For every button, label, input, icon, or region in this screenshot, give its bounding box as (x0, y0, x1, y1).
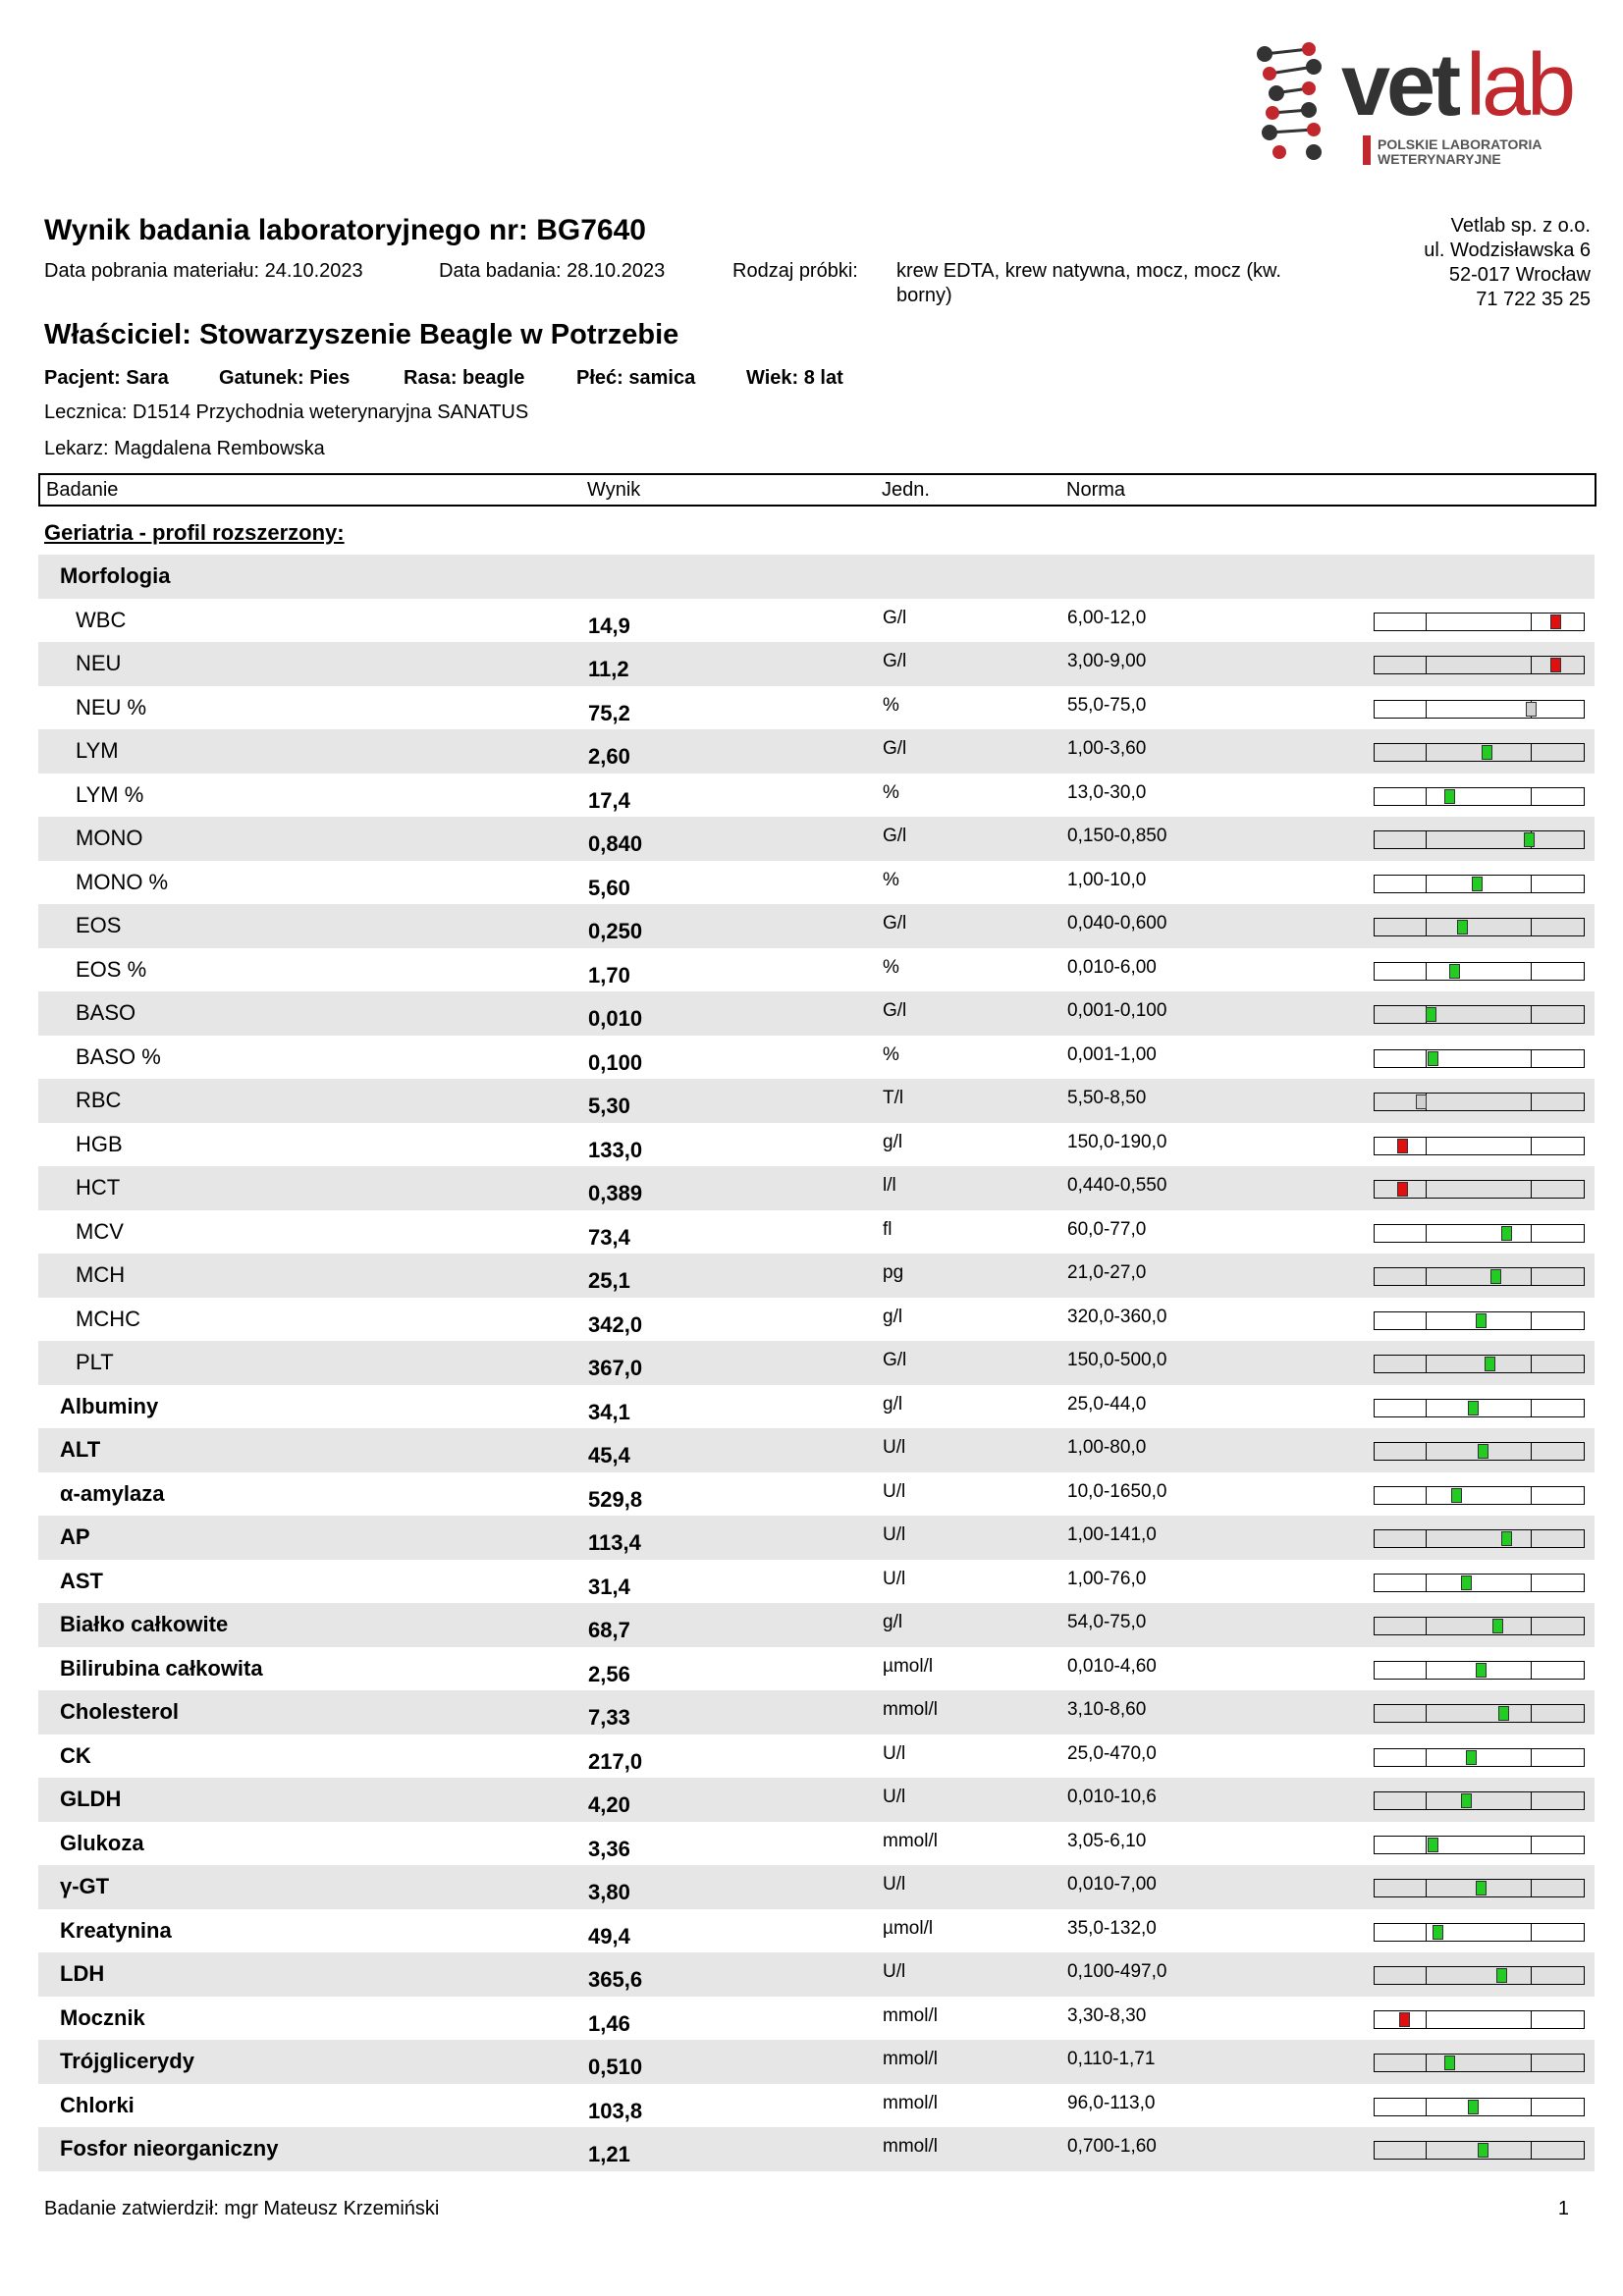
range-marker (1468, 1401, 1479, 1415)
result-value: 1,70 (588, 962, 630, 988)
reference-range: 3,00-9,00 (1067, 651, 1147, 671)
range-marker (1492, 1619, 1503, 1633)
reference-range: 0,010-4,60 (1067, 1655, 1157, 1677)
group-row (38, 555, 1595, 599)
result-unit: l/l (883, 1175, 896, 1196)
table-row (38, 861, 1595, 905)
result-unit: U/l (883, 1742, 906, 1764)
range-marker (1428, 1838, 1438, 1852)
company-city: 52-017 Wrocław (1448, 264, 1591, 286)
result-unit: U/l (883, 1568, 906, 1589)
range-bar (1374, 1355, 1585, 1373)
range-marker (1466, 1750, 1477, 1765)
range-marker (1498, 1706, 1509, 1721)
result-value: 2,56 (588, 1661, 630, 1686)
reference-range: 25,0-44,0 (1067, 1393, 1147, 1415)
range-marker (1526, 702, 1537, 717)
result-value: 0,389 (588, 1181, 643, 1205)
table-row (38, 1690, 1595, 1735)
range-bar (1374, 1574, 1585, 1592)
reference-range: 0,001-0,100 (1067, 1000, 1167, 1021)
table-row (38, 729, 1595, 774)
reference-range: 0,150-0,850 (1067, 826, 1167, 846)
table-row (38, 1341, 1595, 1385)
result-value: 133,0 (588, 1137, 643, 1162)
test-name: NEU % (76, 694, 147, 720)
reference-range: 320,0-360,0 (1067, 1306, 1167, 1327)
test-name: Morfologia (60, 563, 171, 588)
result-unit: % (883, 1043, 899, 1065)
range-bar (1374, 1617, 1585, 1635)
range-bar (1374, 1748, 1585, 1767)
patient-species: Gatunek: Pies (219, 367, 351, 389)
range-bar (1374, 1836, 1585, 1854)
test-name: CK (60, 1742, 91, 1768)
sample-type-label: Rodzaj próbki: (732, 260, 858, 282)
table-row (38, 1778, 1595, 1822)
range-marker (1524, 832, 1535, 847)
report-title: Wynik badania laboratoryjnego nr: BG7640 (44, 214, 646, 246)
reference-range: 1,00-3,60 (1067, 738, 1147, 759)
result-value: 7,33 (588, 1705, 630, 1730)
table-row (38, 1166, 1595, 1210)
result-unit: G/l (883, 1350, 907, 1370)
range-bar (1374, 656, 1585, 674)
result-value: 14,9 (588, 613, 630, 638)
result-value: 17,4 (588, 787, 630, 813)
table-row (38, 774, 1595, 818)
result-unit: fl (883, 1218, 893, 1240)
range-bar (1374, 1966, 1585, 1985)
result-value: 5,30 (588, 1094, 630, 1118)
table-row (38, 1210, 1595, 1255)
reference-range: 21,0-27,0 (1067, 1262, 1147, 1283)
range-bar (1374, 613, 1585, 631)
test-name: Trójglicerydy (60, 2049, 194, 2073)
patient-breed: Rasa: beagle (404, 367, 525, 389)
range-marker (1461, 1793, 1472, 1808)
logo-word-lab: lab (1466, 36, 1573, 134)
doctor: Lekarz: Magdalena Rembowska (44, 438, 325, 459)
result-value: 0,010 (588, 1006, 643, 1031)
company-name: Vetlab sp. z o.o. (1450, 215, 1591, 237)
table-row (38, 1822, 1595, 1866)
range-marker (1476, 1313, 1487, 1328)
results-table (38, 555, 1595, 2171)
reference-range: 3,30-8,30 (1067, 2004, 1147, 2026)
section-title: Geriatria - profil rozszerzony: (44, 520, 345, 545)
range-bar (1374, 2098, 1585, 2116)
result-value: 75,2 (588, 700, 630, 725)
range-bar (1374, 918, 1585, 936)
range-bar (1374, 962, 1585, 981)
range-bar (1374, 1311, 1585, 1330)
range-bar (1374, 2054, 1585, 2072)
patient-sex: Płeć: samica (576, 367, 696, 389)
test-name: Fosfor nieorganiczny (60, 2136, 279, 2161)
result-value: 11,2 (588, 657, 629, 681)
result-value: 68,7 (588, 1618, 630, 1642)
test-name: WBC (76, 607, 127, 632)
result-value: 34,1 (588, 1399, 630, 1424)
collection-date: Data pobrania materiału: 24.10.2023 (44, 260, 363, 282)
reference-range: 54,0-75,0 (1067, 1612, 1147, 1632)
table-row (38, 1647, 1595, 1691)
reference-range: 150,0-500,0 (1067, 1350, 1167, 1370)
table-row (38, 2040, 1595, 2084)
result-unit: g/l (883, 1306, 903, 1327)
reference-range: 150,0-190,0 (1067, 1131, 1167, 1152)
range-marker (1501, 1531, 1512, 1546)
reference-range: 0,010-10,6 (1067, 1787, 1157, 1807)
range-marker (1444, 789, 1455, 804)
table-header (38, 473, 1596, 507)
result-unit: U/l (883, 1437, 906, 1458)
range-bar (1374, 830, 1585, 849)
table-row (38, 1865, 1595, 1909)
range-bar (1374, 2010, 1585, 2029)
result-unit: % (883, 694, 899, 716)
test-name: γ-GT (60, 1874, 110, 1898)
result-unit: U/l (883, 1787, 906, 1807)
test-name: RBC (76, 1088, 122, 1112)
test-name: MCV (76, 1218, 124, 1244)
reference-range: 0,440-0,550 (1067, 1175, 1167, 1196)
reference-range: 55,0-75,0 (1067, 694, 1147, 716)
table-row (38, 1298, 1595, 1342)
range-bar (1374, 743, 1585, 762)
reference-range: 0,040-0,600 (1067, 913, 1167, 934)
result-value: 1,46 (588, 2010, 630, 2036)
result-value: 1,21 (588, 2142, 630, 2166)
result-value: 73,4 (588, 1224, 630, 1250)
result-unit: mmol/l (883, 2092, 938, 2113)
range-bar (1374, 1879, 1585, 1897)
range-marker (1399, 2012, 1410, 2027)
test-name: MONO % (76, 869, 169, 894)
reference-range: 6,00-12,0 (1067, 607, 1147, 628)
range-marker (1485, 1357, 1495, 1371)
test-name: LYM (76, 738, 119, 763)
result-value: 0,840 (588, 831, 643, 856)
logo-word-vet: vet (1341, 36, 1458, 134)
table-row (38, 2127, 1595, 2171)
result-unit: % (883, 781, 899, 803)
result-value: 342,0 (588, 1311, 643, 1337)
range-bar (1374, 1005, 1585, 1024)
test-name: EOS (76, 913, 122, 937)
result-unit: mmol/l (883, 1830, 938, 1851)
test-name: α-amylaza (60, 1480, 165, 1506)
result-value: 31,4 (588, 1574, 630, 1599)
range-marker (1444, 2056, 1455, 2070)
table-row (38, 1385, 1595, 1429)
test-name: HCT (76, 1175, 121, 1200)
result-value: 45,4 (588, 1443, 630, 1468)
range-marker (1433, 1925, 1443, 1940)
result-unit: T/l (883, 1088, 904, 1108)
result-unit: mmol/l (883, 2136, 938, 2157)
range-bar (1374, 1137, 1585, 1155)
range-bar (1374, 1399, 1585, 1417)
table-row (38, 599, 1595, 643)
reference-range: 0,010-7,00 (1067, 1874, 1157, 1895)
table-row (38, 817, 1595, 861)
result-unit: mmol/l (883, 1699, 938, 1720)
result-unit: µmol/l (883, 1655, 934, 1677)
reference-range: 1,00-76,0 (1067, 1568, 1147, 1589)
table-row (38, 1909, 1595, 1953)
result-unit: G/l (883, 826, 907, 846)
result-unit: G/l (883, 651, 907, 671)
result-value: 113,4 (588, 1530, 641, 1555)
table-row (38, 1254, 1595, 1298)
result-unit: mmol/l (883, 2004, 938, 2026)
result-value: 0,100 (588, 1049, 643, 1075)
result-unit: g/l (883, 1612, 903, 1632)
range-bar (1374, 1180, 1585, 1199)
range-marker (1451, 1488, 1462, 1503)
test-name: Cholesterol (60, 1699, 180, 1724)
range-marker (1457, 920, 1468, 934)
reference-range: 0,110-1,71 (1067, 2049, 1156, 2069)
company-street: ul. Wodzisławska 6 (1424, 240, 1591, 261)
range-marker (1472, 877, 1483, 891)
table-row (38, 904, 1595, 948)
table-row (38, 948, 1595, 992)
table-row (38, 1735, 1595, 1779)
sample-type-value-cont: borny) (896, 285, 952, 306)
column-norm: Norma (1066, 479, 1126, 501)
result-unit: G/l (883, 738, 907, 759)
reference-range: 0,010-6,00 (1067, 956, 1157, 978)
range-marker (1501, 1226, 1512, 1241)
test-name: AST (60, 1568, 103, 1593)
reference-range: 0,100-497,0 (1067, 1961, 1167, 1982)
range-marker (1397, 1139, 1408, 1153)
logo-subtitle-2: WETERYNARYJNE (1378, 151, 1501, 167)
sample-type-value: krew EDTA, krew natywna, mocz, mocz (kw. (896, 260, 1281, 282)
result-unit: U/l (883, 1961, 906, 1982)
range-marker (1482, 745, 1492, 760)
test-name: HGB (76, 1131, 123, 1156)
reference-range: 35,0-132,0 (1067, 1917, 1157, 1939)
result-unit: U/l (883, 1874, 906, 1895)
reference-range: 0,700-1,60 (1067, 2136, 1157, 2157)
reference-range: 0,001-1,00 (1067, 1043, 1157, 1065)
range-marker (1490, 1269, 1501, 1284)
test-name: GLDH (60, 1787, 122, 1811)
result-value: 2,60 (588, 744, 630, 769)
reference-range: 10,0-1650,0 (1067, 1480, 1167, 1502)
range-marker (1478, 2143, 1488, 2158)
range-marker (1468, 2100, 1479, 2114)
range-marker (1478, 1444, 1488, 1459)
range-marker (1476, 1881, 1487, 1896)
range-bar (1374, 875, 1585, 893)
test-name: AP (60, 1524, 90, 1549)
range-marker (1416, 1095, 1427, 1109)
result-unit: g/l (883, 1131, 903, 1152)
reference-range: 25,0-470,0 (1067, 1742, 1157, 1764)
range-bar (1374, 1224, 1585, 1243)
result-value: 3,36 (588, 1836, 630, 1861)
reference-range: 1,00-141,0 (1067, 1524, 1157, 1545)
table-row (38, 1516, 1595, 1560)
result-unit: G/l (883, 913, 907, 934)
range-bar (1374, 1486, 1585, 1505)
approval-note: Badanie zatwierdził: mgr Mateusz Krzemiński (44, 2198, 440, 2219)
table-row (38, 1123, 1595, 1167)
range-marker (1428, 1051, 1438, 1066)
test-name: Glukoza (60, 1830, 144, 1855)
range-bar (1374, 1442, 1585, 1461)
result-value: 0,250 (588, 919, 643, 943)
range-bar (1374, 1661, 1585, 1680)
test-name: EOS % (76, 956, 147, 982)
range-marker (1426, 1007, 1436, 1022)
range-bar (1374, 787, 1585, 806)
result-unit: g/l (883, 1393, 903, 1415)
vetlab-logo (1255, 36, 1594, 172)
table-row (38, 1603, 1595, 1647)
table-row (38, 1952, 1595, 1997)
range-bar (1374, 1049, 1585, 1068)
company-phone: 71 722 35 25 (1476, 289, 1591, 310)
owner: Właściciel: Stowarzyszenie Beagle w Potrzebie (44, 319, 679, 350)
range-bar (1374, 700, 1585, 719)
range-bar (1374, 2141, 1585, 2160)
reference-range: 13,0-30,0 (1067, 781, 1147, 803)
range-bar (1374, 1923, 1585, 1942)
test-name: BASO (76, 1000, 136, 1025)
clinic: Lecznica: D1514 Przychodnia weterynaryjna SANATUS (44, 401, 529, 423)
range-bar (1374, 1791, 1585, 1810)
column-unit: Jedn. (882, 479, 930, 501)
test-name: Kreatynina (60, 1917, 172, 1943)
test-name: MCH (76, 1262, 126, 1287)
test-name: ALT (60, 1437, 101, 1462)
dna-helix-icon (1255, 39, 1348, 172)
table-row (38, 1997, 1595, 2041)
result-unit: U/l (883, 1480, 906, 1502)
result-unit: mmol/l (883, 2049, 938, 2069)
result-unit: G/l (883, 607, 907, 628)
range-marker (1496, 1968, 1507, 1983)
result-unit: % (883, 956, 899, 978)
page-number: 1 (1557, 2198, 1569, 2219)
result-unit: % (883, 869, 899, 890)
test-name: BASO % (76, 1043, 161, 1069)
reference-range: 60,0-77,0 (1067, 1218, 1147, 1240)
result-value: 217,0 (588, 1748, 643, 1774)
result-value: 3,80 (588, 1880, 630, 1904)
table-row (38, 1472, 1595, 1517)
patient-age: Wiek: 8 lat (746, 367, 843, 389)
test-name: MONO (76, 826, 143, 850)
range-marker (1550, 614, 1561, 629)
result-value: 0,510 (588, 2055, 643, 2079)
column-test: Badanie (46, 479, 119, 501)
result-unit: µmol/l (883, 1917, 934, 1939)
column-result: Wynik (587, 479, 641, 501)
result-value: 529,8 (588, 1486, 643, 1512)
test-name: MCHC (76, 1306, 140, 1331)
reference-range: 5,50-8,50 (1067, 1088, 1147, 1108)
range-bar (1374, 1704, 1585, 1723)
test-name: NEU (76, 651, 122, 675)
test-name: PLT (76, 1350, 114, 1374)
table-row (38, 686, 1595, 730)
result-value: 4,20 (588, 1792, 630, 1817)
result-value: 25,1 (588, 1268, 630, 1293)
table-row (38, 1036, 1595, 1080)
patient-name: Pacjent: Sara (44, 367, 169, 389)
result-unit: pg (883, 1262, 904, 1283)
company-address (1424, 214, 1591, 312)
test-name: Mocznik (60, 2004, 145, 2030)
range-marker (1550, 658, 1561, 672)
test-date: Data badania: 28.10.2023 (439, 260, 666, 282)
table-row (38, 1560, 1595, 1604)
range-bar (1374, 1093, 1585, 1111)
result-unit: U/l (883, 1524, 906, 1545)
table-row (38, 1079, 1595, 1123)
range-marker (1476, 1663, 1487, 1678)
result-value: 103,8 (588, 2098, 643, 2123)
result-value: 5,60 (588, 875, 630, 900)
reference-range: 3,05-6,10 (1067, 1830, 1147, 1851)
result-value: 49,4 (588, 1923, 630, 1949)
logo-subtitle-1: POLSKIE LABORATORIA (1378, 136, 1542, 152)
reference-range: 1,00-80,0 (1067, 1437, 1147, 1458)
table-row (38, 2084, 1595, 2128)
table-row (38, 991, 1595, 1036)
reference-range: 3,10-8,60 (1067, 1699, 1147, 1720)
test-name: LDH (60, 1961, 105, 1986)
test-name: Bilirubina całkowita (60, 1655, 263, 1681)
table-row (38, 1428, 1595, 1472)
range-marker (1461, 1575, 1472, 1590)
reference-range: 1,00-10,0 (1067, 869, 1147, 890)
test-name: LYM % (76, 781, 144, 807)
test-name: Białko całkowite (60, 1612, 229, 1636)
range-marker (1397, 1182, 1408, 1197)
range-bar (1374, 1529, 1585, 1548)
range-marker (1449, 964, 1460, 979)
reference-range: 96,0-113,0 (1067, 2092, 1156, 2113)
result-value: 367,0 (588, 1356, 643, 1380)
range-bar (1374, 1267, 1585, 1286)
table-row (38, 642, 1595, 686)
result-unit: G/l (883, 1000, 907, 1021)
test-name: Albuminy (60, 1393, 159, 1418)
test-name: Chlorki (60, 2092, 135, 2117)
result-value: 365,6 (588, 1967, 643, 1992)
